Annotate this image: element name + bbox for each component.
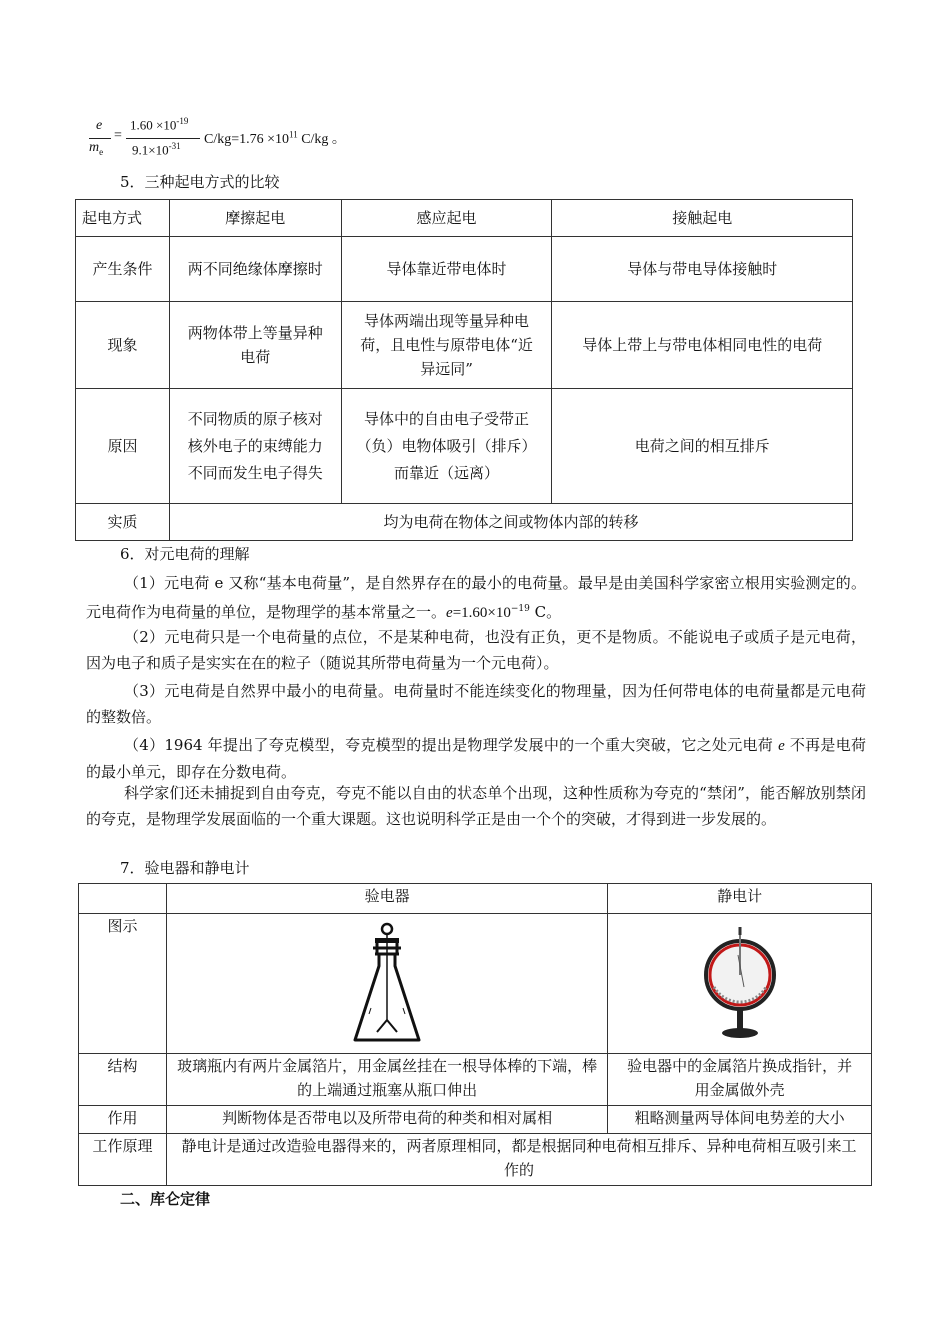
formula-e: e [96, 118, 103, 133]
fraction-line-2 [126, 138, 200, 139]
table-cell: 两物体带上等量异种电荷 [169, 302, 341, 389]
table-header-row [76, 200, 853, 237]
electrometer-icon [700, 925, 780, 1043]
table-header-row [79, 884, 872, 914]
row-label: 工作原理 [79, 1134, 167, 1186]
formula-denominator: $9.1\times 10^{-31}$ [132, 141, 181, 158]
section-5-heading: 5．三种起电方式的比较 [120, 173, 280, 191]
table-cell: 粗略测量两导体间电势差的大小 [608, 1106, 872, 1134]
row-label: 图示 [79, 914, 167, 1054]
header-cell: 验电器 [166, 884, 607, 914]
table-cell: 静电计是通过改造验电器得来的，两者原理相同，都是根据同种电荷相互排斥、异种电荷相互吸引来工作的 [166, 1134, 871, 1186]
header-cell [79, 884, 167, 914]
row-label: 实质 [76, 504, 170, 541]
table-cell: 均为电荷在物体之间或物体内部的转移 [169, 504, 852, 541]
section-ii-heading: 二、库仑定律 [120, 1190, 211, 1208]
table-row [79, 1134, 872, 1186]
electrometer-figure-cell [608, 914, 872, 1054]
table-cell: 导体靠近带电体时 [341, 237, 552, 302]
table-cell: 两不同绝缘体摩擦时 [169, 237, 341, 302]
formula-result: $C/kg=1.76 \times 10^{11}$ C/kg 。 [204, 129, 346, 147]
row-label: 作用 [79, 1106, 167, 1134]
charging-comparison-table [75, 199, 853, 541]
row-label: 产生条件 [76, 237, 170, 302]
table-row [76, 237, 853, 302]
header-cell: 接触起电 [552, 200, 853, 237]
row-label: 结构 [79, 1054, 167, 1106]
row-label: 原因 [76, 389, 170, 504]
section-6-heading: 6．对元电荷的理解 [120, 545, 250, 563]
paragraph-4: （4）1964 年提出了夸克模型，夸克模型的提出是物理学发展中的一个重大突破，它之处元电荷 e 不再是电荷的最小单元，即存在分数电荷。 [86, 736, 866, 781]
paragraph-5: 科学家们还未捕捉到自由夸克，夸克不能以自由的状态单个出现，这种性质称为夸克的“禁闭”，能否解放别禁闭的夸克，是物理学发展面临的一个重大课题。这也说明科学正是由一个个的突破，才得到进一步发展的。 [86, 784, 866, 828]
table-row [79, 914, 872, 1054]
table-row [79, 1106, 872, 1134]
table-cell: 验电器中的金属箔片换成指针，并用金属做外壳 [608, 1054, 872, 1106]
header-cell: 静电计 [608, 884, 872, 914]
row-label: 现象 [76, 302, 170, 389]
paragraph-3: （3）元电荷是自然界中最小的电荷量。电荷量时不能连续变化的物理量，因为任何带电体的电荷量都是元电荷的整数倍。 [86, 682, 866, 726]
header-cell: 感应起电 [341, 200, 552, 237]
table-cell: 导体与带电导体接触时 [552, 237, 853, 302]
table-cell: 不同物质的原子核对核外电子的束缚能力不同而发生电子得失 [169, 389, 341, 504]
table-cell: 电荷之间的相互排斥 [552, 389, 853, 504]
table-row [79, 1054, 872, 1106]
fraction-line [89, 138, 111, 139]
table-row [76, 504, 853, 541]
formula-eq: = [114, 128, 122, 143]
table-cell: 判断物体是否带电以及所带电荷的种类和相对属相 [166, 1106, 607, 1134]
paragraph-1: （1）元电荷 e 又称“基本电荷量”，是自然界存在的最小的电荷量。最早是由美国科学家密立根用实验测定的。元电荷作为电荷量的单位，是物理学的基本常量之一。$e=1.60\times 10^{-19}$ C。 [86, 574, 866, 621]
table-row [76, 302, 853, 389]
paragraph-2: （2）元电荷只是一个电荷量的点位，不是某种电荷，也没有正负，更不是物质。不能说电子或质子是元电荷，因为电子和质子是实实在在的粒子（随说其所带电荷量为一个元电荷）。 [86, 628, 866, 672]
table-cell: 导体中的自由电子受带正（负）电物体吸引（排斥）而靠近（远离） [341, 389, 552, 504]
table-cell: 导体两端出现等量异种电荷，且电性与原带电体“近异远同” [341, 302, 552, 389]
formula-numerator: $1.60 \times 10^{-19}$ [130, 116, 189, 133]
table-cell: 导体上带上与带电体相同电性的电荷 [552, 302, 853, 389]
section-7-heading: 7．验电器和静电计 [120, 859, 250, 877]
header-cell: 摩擦起电 [169, 200, 341, 237]
electroscope-figure-cell [166, 914, 607, 1054]
table-cell: 玻璃瓶内有两片金属箔片，用金属丝挂在一根导体棒的下端，棒的上端通过瓶塞从瓶口伸出 [166, 1054, 607, 1106]
electroscope-table [78, 883, 872, 1186]
electroscope-icon [347, 920, 427, 1048]
header-cell: 起电方式 [76, 200, 170, 237]
formula-m: $m_e$ [89, 140, 104, 157]
table-row [76, 389, 853, 504]
